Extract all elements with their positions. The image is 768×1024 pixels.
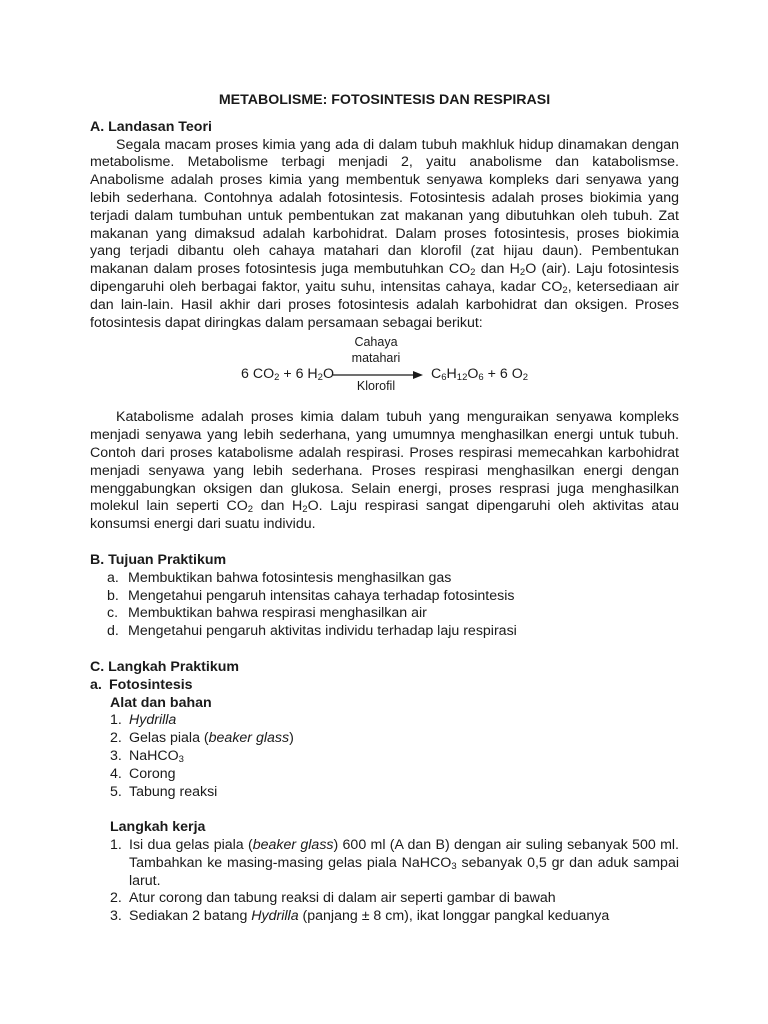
- document-title: METABOLISME: FOTOSINTESIS DAN RESPIRASI: [218, 92, 551, 108]
- list-item: [90, 908, 679, 926]
- text-run: NaHCO: [129, 747, 179, 764]
- list-marker: a.: [107, 569, 119, 586]
- text-run: sebanyak 0,5 gr dan aduk sampai larut.: [129, 854, 679, 889]
- text-run: , ketersediaan air dan lain-lain. Hasil akhir dari proses fotosintesis adalah karbohidrat dan oksigen. Proses fotosintesis dapat diringkas dalam persamaan sebagai berikut:: [90, 278, 679, 331]
- subscript: 6: [441, 372, 447, 384]
- list-item-text: Membuktikan bahwa fotosintesis menghasilkan gas: [128, 569, 452, 586]
- list-item-text: Corong: [129, 765, 176, 782]
- text-run: (panjang ± 8 cm), ikat longgar pangkal keduanya: [298, 908, 610, 925]
- text-run: Isi dua gelas piala (: [129, 837, 253, 854]
- list-item: [90, 623, 679, 641]
- list-item: [90, 570, 679, 588]
- list-item-text: Mengetahui pengaruh intensitas cahaya terhadap fotosintesis: [128, 587, 515, 604]
- subsection-marker: a.: [90, 676, 102, 693]
- list-marker: d.: [107, 623, 119, 640]
- subscript: 3: [178, 753, 184, 765]
- list-item-text: Atur corong dan tabung reaksi di dalam air seperti gambar di bawah: [129, 890, 556, 907]
- text-run-italic: Hydrilla: [251, 908, 299, 925]
- list-marker: 4.: [110, 765, 122, 782]
- paragraph-anabolism: [90, 137, 679, 333]
- section-b-heading: B. Tujuan Praktikum: [90, 551, 227, 568]
- equation-label: Cahaya: [354, 335, 398, 350]
- subscript: 2: [274, 372, 280, 384]
- text-run: dan H: [475, 261, 520, 278]
- paragraph-catabolism: [90, 409, 679, 534]
- equation-condition-below: Klorofil: [356, 379, 396, 394]
- equation-reactants: [241, 366, 334, 384]
- objectives-list: [90, 570, 679, 641]
- list-item-text: Membuktikan bahwa respirasi menghasilkan air: [128, 605, 427, 622]
- list-marker: c.: [107, 605, 119, 622]
- text-run: Gelas piala (: [129, 730, 209, 747]
- list-item: [90, 712, 679, 730]
- list-item-text: Hydrilla: [129, 712, 177, 729]
- text-run-italic: beaker glass: [252, 837, 334, 854]
- subscript: 2: [519, 267, 526, 279]
- equation-label: matahari: [351, 351, 401, 366]
- list-item-text: Tabung reaksi: [129, 783, 218, 800]
- subscript: 2: [522, 372, 529, 384]
- text-run: Segala macam proses kimia yang ada di dalam tubuh makhluk hidup dinamakan dengan metabolisme. Metabolisme terbagi menjadi 2, yaitu anabolisme dan katabolismse. Anabolisme adalah proses kimia yang membentuk senyawa kompleks dari senyawa yang lebih sederhana. Contohnya adalah fotosintesis. Fotosintesis adalah proses biokimia yang terjadi dalam tumbuhan untuk pembentukan zat makanan yang dibutuhkan oleh tubuh. Zat makanan yang dimaksud adalah karbohidrat. Dalam proses fotosintesis, proses biokimia yang terjadi dibantu oleh cahaya matahari dan klorofil (zat hijau daun). Pembentukan makanan dalam proses fotosintesis juga membutuhkan CO: [90, 136, 679, 278]
- text-run: O (air). Laju fotosintesis dipengaruhi oleh berbagai faktor, yaitu suhu, intensitas cahaya, kadar CO: [90, 261, 679, 295]
- subscript: 6: [478, 372, 484, 384]
- text-run: Katabolisme adalah proses kimia dalam tubuh yang menguraikan senyawa kompleks menjadi senyawa yang lebih sederhana, yang umumnya menghasilkan energi untuk tubuh. Contoh dari proses katabolisme adalah respirasi. Proses respirasi memecahkan karbohidrat menjadi senyawa yang lebih sederhana. Proses respirasi menghasilkan energi dengan menggabungkan oksigen dan glukosa. Selain energi, proses resprasi juga menghasilkan molekul lain seperti CO: [90, 409, 679, 515]
- text-run: ): [289, 730, 294, 747]
- text-run-italic: beaker glass: [208, 730, 290, 747]
- subscript: 2: [302, 504, 308, 516]
- list-marker: 1.: [110, 712, 122, 729]
- text-run: H: [446, 366, 457, 383]
- list-item: [90, 766, 679, 784]
- subscript: 12: [456, 372, 468, 384]
- materials-list: [90, 712, 679, 801]
- list-marker: 2.: [110, 890, 122, 907]
- text-run: O: [322, 366, 335, 383]
- subsection-title: Fotosintesis: [109, 676, 193, 693]
- list-item: [90, 748, 679, 766]
- equation-condition-above: [346, 334, 406, 366]
- text-run: + 6 O: [483, 366, 523, 383]
- document-content: [90, 88, 679, 926]
- text-run: dan H: [253, 498, 303, 515]
- text-run: ) 600 ml (A dan B) dengan air suling sebanyak 500 ml. Tambahkan ke masing-masing gelas piala NaHCO: [129, 837, 679, 871]
- subscript: 2: [470, 267, 476, 279]
- list-marker: 3.: [110, 908, 122, 925]
- list-item: [90, 890, 679, 908]
- subsection-photosynthesis-heading: [90, 677, 679, 695]
- section-c-heading: C. Langkah Praktikum: [90, 658, 240, 675]
- subscript: 2: [562, 284, 568, 296]
- list-item-text: Mengetahui pengaruh aktivitas individu terhadap laju respirasi: [128, 623, 517, 640]
- procedure-heading: Langkah kerja: [110, 819, 206, 836]
- subscript: 2: [247, 504, 254, 516]
- subscript: 3: [451, 860, 457, 872]
- list-marker: 1.: [110, 837, 122, 854]
- list-marker: 2.: [110, 730, 122, 747]
- list-item: [90, 605, 679, 623]
- text-run: Sediakan 2 batang: [129, 908, 252, 925]
- equation-products: [431, 366, 528, 384]
- list-marker: b.: [107, 587, 119, 604]
- photosynthesis-equation: [90, 333, 679, 397]
- procedure-list: [90, 837, 679, 926]
- materials-heading: Alat dan bahan: [110, 694, 212, 711]
- text-run: 6 CO: [241, 366, 275, 383]
- section-a-heading: A. Landasan Teori: [90, 118, 212, 135]
- list-item: [90, 730, 679, 748]
- list-item: [90, 588, 679, 606]
- text-run: O. Laju respirasi sangat dipengaruhi oleh aktivitas atau konsumsi energi dari suatu individu.: [90, 498, 679, 533]
- list-marker: 3.: [110, 747, 122, 764]
- text-run: O: [467, 366, 479, 383]
- subscript: 2: [317, 372, 323, 384]
- list-item: [90, 784, 679, 802]
- list-marker: 5.: [110, 783, 122, 800]
- text-run: + 6 H: [279, 366, 318, 383]
- list-item: [90, 837, 679, 890]
- text-run: C: [431, 366, 442, 383]
